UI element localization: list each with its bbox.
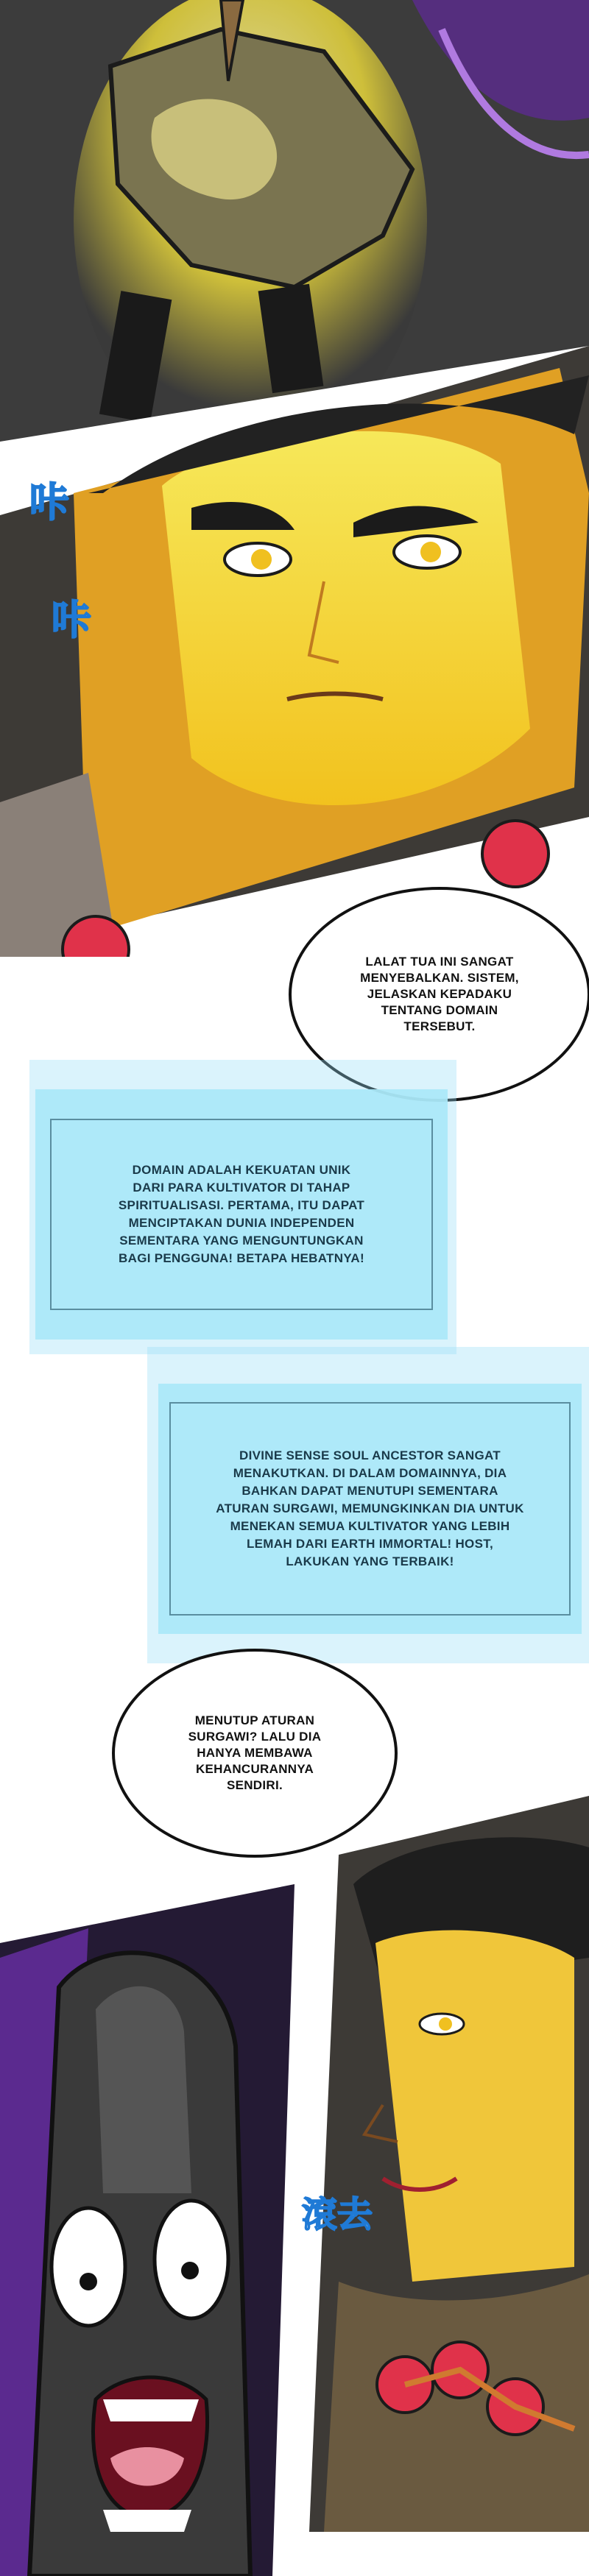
system-box-2-text: DIVINE SENSE SOUL ANCESTOR SANGAT MENAKUTKAN. DI DALAM DOMAINNYA, DIA BAHKAN DAPAT MENUTUPI SEMENTARA ATURAN SURGAWI, MEMUNGKINKAN DIA UNTUK MENEKAN SEMUA KULTIVATOR YANG LEBIH LEMAH DARI EARTH IMMORTAL! HOST, LAKUKAN YANG TERBAIK! <box>216 1448 524 1568</box>
shocked-creature-art <box>0 1884 294 2576</box>
system-box-1-frame <box>50 1119 433 1310</box>
system-box-1 <box>35 1089 448 1340</box>
glowing-face-art <box>0 346 589 957</box>
sfx-crack-2: 咔 <box>52 597 91 643</box>
speech-bubble-1-text: LALAT TUA INI SANGAT MENYEBALKAN. SISTEM, JELASKAN KEPADAKU TENTANG DOMAIN TERSEBUT. <box>360 955 519 1033</box>
panel-glowing-face <box>0 346 589 957</box>
system-box-2-frame <box>169 1402 571 1616</box>
sfx-crack-1: 咔 <box>29 479 69 526</box>
panel-shocked-creature <box>0 1884 294 2576</box>
panel-smirking-man <box>294 1796 589 2532</box>
system-box-1-text: DOMAIN ADALAH KEKUATAN UNIK DARI PARA KULTIVATOR DI TAHAP SPIRITUALISASI. PERTAMA, ITU DAPAT MENCIPTAKAN DUNIA INDEPENDEN SEMENTARA YANG MENGUNTUNGKAN BAGI PENGGUNA! BETAPA HEBATNYA! <box>118 1163 365 1265</box>
system-box-2 <box>158 1384 582 1634</box>
sfx-go-away: 滾去 <box>302 2194 373 2235</box>
speech-bubble-2-text: MENUTUP ATURAN SURGAWI? LALU DIA HANYA MEMBAWA KEHANCURANNYA SENDIRI. <box>188 1713 322 1792</box>
smirking-man-art <box>294 1796 589 2532</box>
